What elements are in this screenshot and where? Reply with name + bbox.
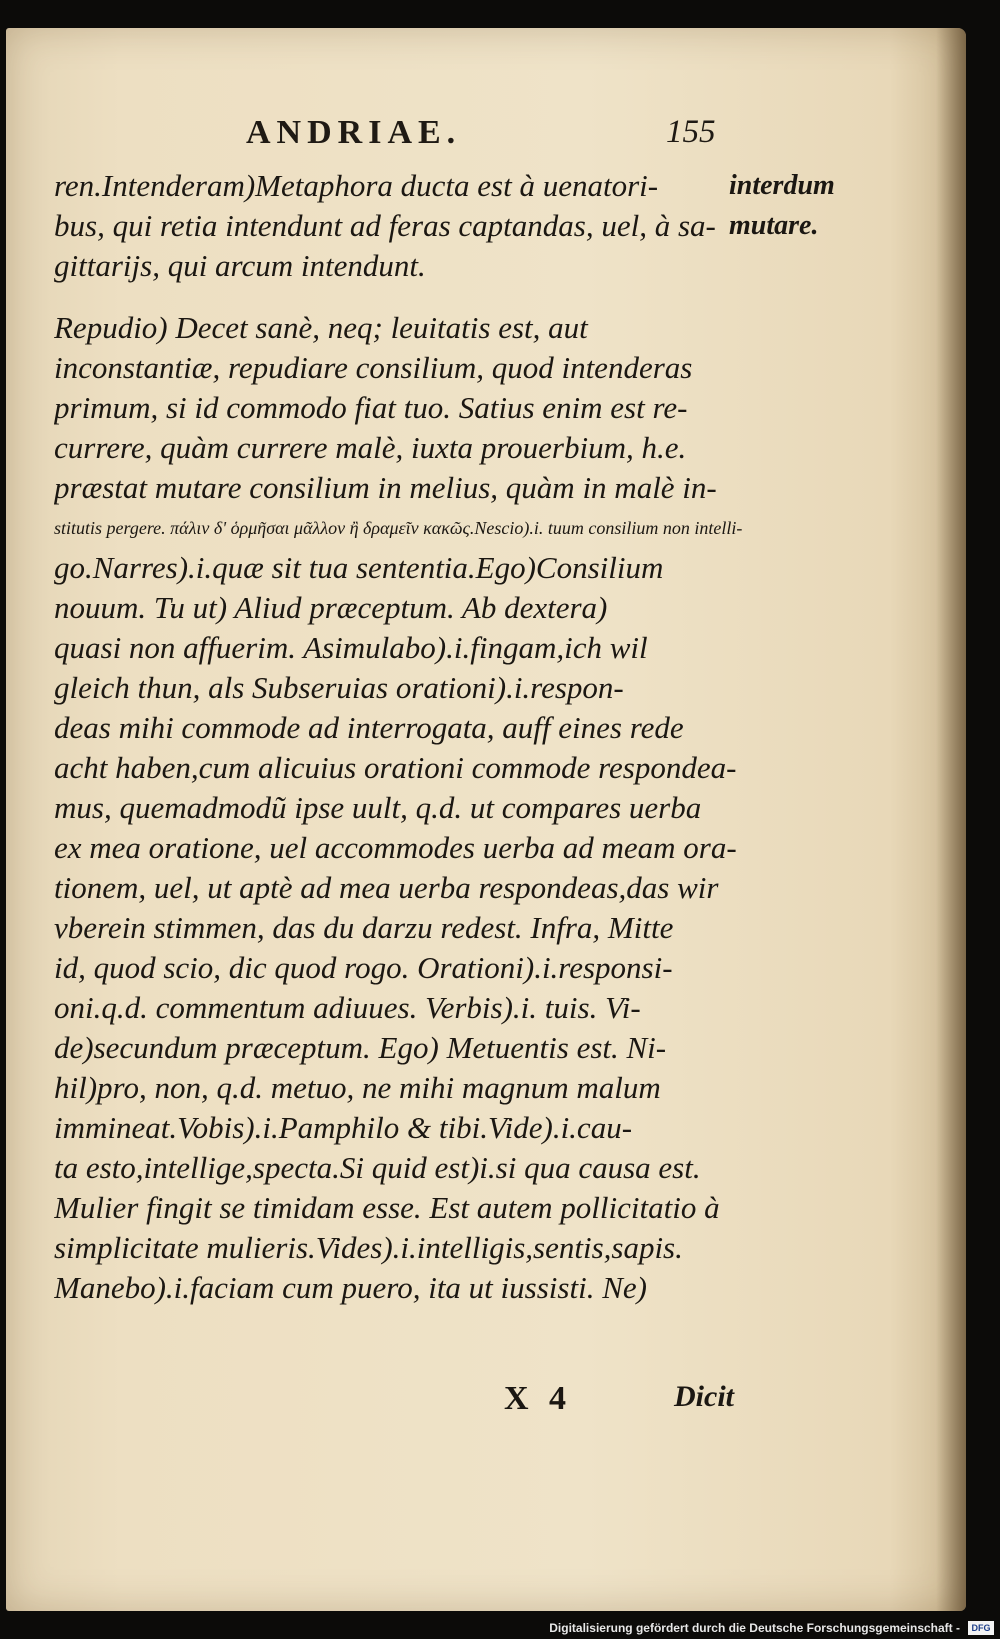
book-page [6, 28, 966, 1611]
margin-note-line: interdum [729, 170, 835, 201]
text-line: stitutis pergere. πάλιν δ' ὁρμῆσαι μᾶλλον ἢ δραμεῖν κακῶς.Nescio).i. tuum consilium non intelli- [54, 518, 743, 538]
text-line: hil)pro, non, q.d. metuo, ne mihi magnum malum [54, 1070, 661, 1105]
signature-mark: X 4 [504, 1380, 573, 1417]
text-line: Mulier fingit se timidam esse. Est autem pollicitatio à [54, 1190, 720, 1225]
text-line: mus, quemadmodũ ipse uult, q.d. ut compares uerba [54, 790, 702, 825]
attribution-text: Digitalisierung gefördert durch die Deutsche Forschungsgemeinschaft - [549, 1621, 960, 1635]
text-line: primum, si id commodo fiat tuo. Satius enim est re- [54, 390, 688, 425]
text-line: ex mea oratione, uel accommodes uerba ad meam ora- [54, 830, 737, 865]
margin-note-line: mutare. [729, 210, 819, 241]
text-line: deas mihi commode ad interrogata, auff eines rede [54, 710, 684, 745]
text-line: ren.Intenderam)Metaphora ducta est à uenatori- [54, 168, 659, 203]
text-line: immineat.Vobis).i.Pamphilo & tibi.Vide).i.cau- [54, 1110, 633, 1145]
text-line: nouum. Tu ut) Aliud præceptum. Ab dextera) [54, 590, 608, 625]
text-line: tionem, uel, ut aptè ad mea uerba respondeas,das wir [54, 870, 719, 905]
page-number: 155 [666, 114, 716, 150]
text-line: Manebo).i.faciam cum puero, ita ut iussisti. Ne) [54, 1270, 647, 1305]
body-text [54, 166, 744, 1308]
text-line: quasi non affuerim. Asimulabo).i.fingam,ich wil [54, 630, 648, 665]
paragraph-gap [54, 286, 744, 308]
page-footer [54, 1380, 744, 1424]
text-line: ta esto,intellige,specta.Si quid est)i.si qua causa est. [54, 1150, 701, 1185]
text-line: præstat mutare consilium in melius, quàm in malè in- [54, 470, 717, 505]
text-line: oni.q.d. commentum adiuues. Verbis).i. tuis. Vi- [54, 990, 641, 1025]
text-line: acht haben,cum alicuius orationi commode respondea- [54, 750, 737, 785]
text-line: go.Narres).i.quæ sit tua sententia.Ego)Consilium [54, 550, 664, 585]
text-line: id, quod scio, dic quod rogo. Orationi).i.responsi- [54, 950, 673, 985]
text-line: bus, qui retia intendunt ad feras captandas, uel, à sa- [54, 208, 716, 243]
catchword: Dicit [674, 1380, 734, 1413]
margin-note [729, 166, 849, 246]
dfg-logo-icon: DFG [968, 1621, 994, 1635]
page-header [246, 94, 726, 154]
text-line: de)secundum præceptum. Ego) Metuentis est. Ni- [54, 1030, 667, 1065]
text-line: gleich thun, als Subseruias orationi).i.respon- [54, 670, 624, 705]
text-line: gittarijs, qui arcum intendunt. [54, 248, 426, 283]
text-line: inconstantiæ, repudiare consilium, quod intenderas [54, 350, 693, 385]
running-title: ANDRIAE. [246, 114, 462, 151]
text-line: simplicitate mulieris.Vides).i.intelligis,sentis,sapis. [54, 1230, 683, 1265]
text-line: vberein stimmen, das du darzu redest. Infra, Mitte [54, 910, 674, 945]
page-spine-shadow [936, 28, 966, 1611]
attribution-bar [0, 1618, 1000, 1639]
text-line: currere, quàm currere malè, iuxta prouerbium, h.e. [54, 430, 687, 465]
text-line: Repudio) Decet sanè, neq; leuitatis est, aut [54, 310, 588, 345]
